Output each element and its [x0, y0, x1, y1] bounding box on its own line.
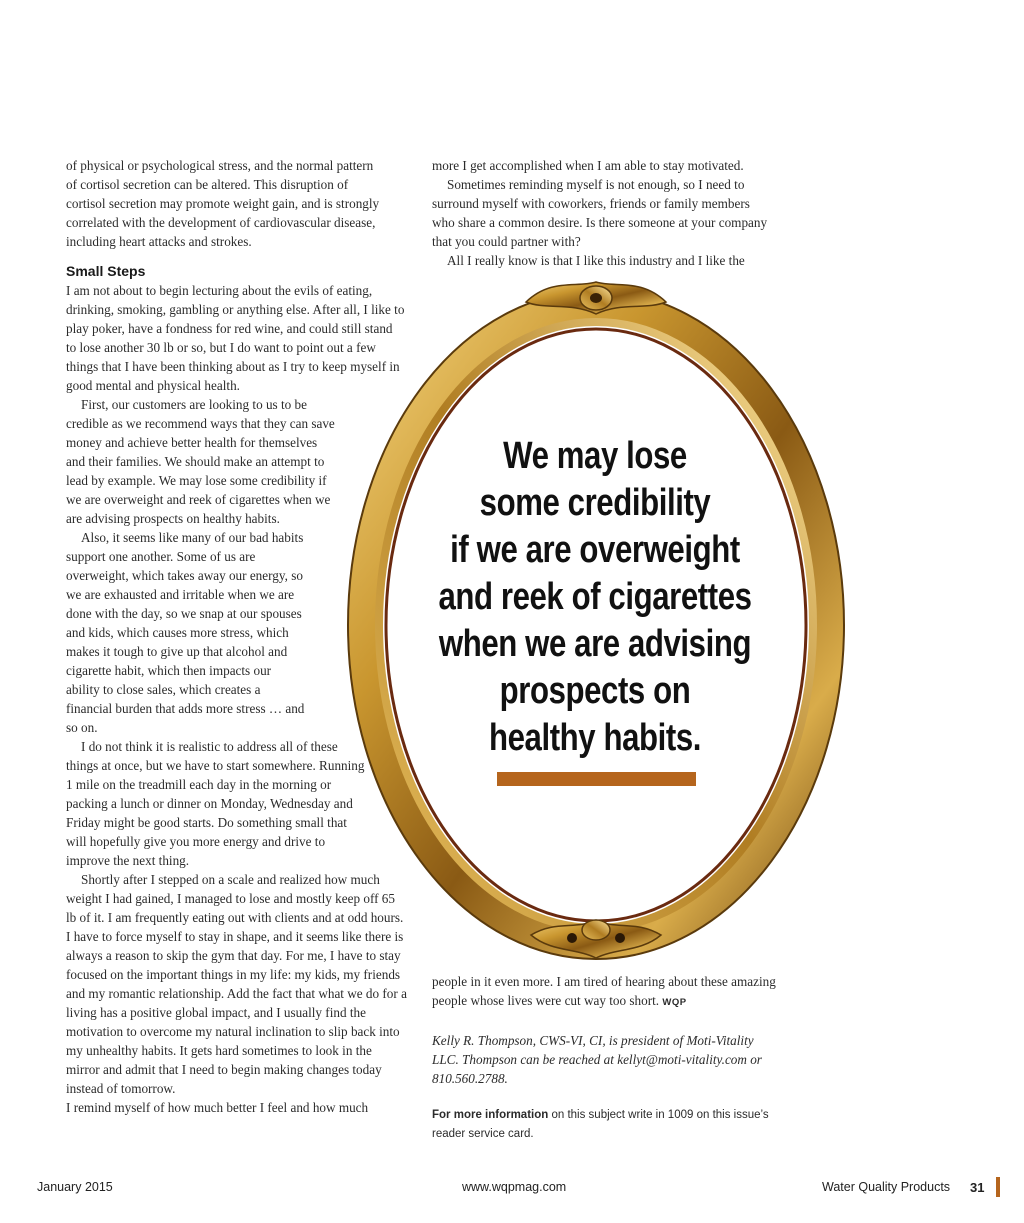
pull-quote	[435, 433, 755, 762]
footer-url[interactable]: www.wqpmag.com	[462, 1180, 567, 1194]
paragraph: I am not about to begin lecturing about the evils of eating, drinking, smoking, gambling or anything else. After all, I like to play poker, have a fondness for red wine, and could still stand to lose another 30 lb or so, but I do want to point out a few things that I have been thinking about as I try to keep myself in good mental and physical health.	[66, 283, 405, 393]
paragraph	[432, 972, 777, 1012]
pull-quote-line: when we are advising	[438, 623, 752, 665]
paragraph: Sometimes reminding myself is not enough, so I need to surround myself with coworkers, friends or family members who share a common desire. Is there someone at your company that you could partner with?	[432, 177, 768, 249]
right-column-bottom	[432, 972, 777, 1144]
right-column-top	[432, 156, 772, 270]
pull-quote-line: if we are overweight	[450, 529, 740, 571]
pull-quote-line: We may lose	[503, 435, 687, 477]
section-heading: Small Steps	[66, 263, 146, 279]
pull-quote-accent-bar	[497, 772, 696, 786]
pull-quote-line: prospects on	[499, 670, 691, 712]
more-information-text: on this subject write in 1009 on this issue’s reader service card.	[432, 1109, 769, 1140]
footer-magazine-name: Water Quality Products	[822, 1180, 951, 1194]
pull-quote-line: healthy habits.	[488, 717, 702, 759]
paragraph: I do not think it is realistic to address all of these things at once, but we have to start somewhere. Running 1 mile on the treadmill each day in the morning or packing a lunch or dinner on Monday, Wednesday and Friday might be good starts. Do something small that will hopefully give you more energy and drive to improve the next thing.	[66, 739, 365, 868]
footer-date: January 2015	[37, 1180, 113, 1194]
paragraph: of physical or psychological stress, and the normal pattern of cortisol secretion can be altered. This disruption of cortisol secretion may promote weight gain, and is strongly correlated with the development of cardiovascular disease, including heart attacks and strokes.	[66, 158, 380, 249]
paragraph: Also, it seems like many of our bad habits support one another. Some of us are overweight, which takes away our energy, so we are exhausted and irritable when we are done with the day, so we snap at our spouses and kids, which causes more stress, which makes it tough to give up that alcohol and cigarette habit, which then impacts our ability to close sales, which creates a financial burden that adds more stress … and so on.	[66, 530, 305, 735]
end-mark: WQP	[662, 997, 687, 1008]
paragraph: I remind myself of how much better I feel and how much	[66, 1100, 369, 1115]
footer-accent-rule	[996, 1177, 1000, 1197]
pull-quote-line: some credibility	[479, 482, 711, 524]
paragraph-text: people in it even more. I am tired of hearing about these amazing people whose lives were cut way too short.	[432, 974, 776, 1008]
more-information-label: For more information	[432, 1109, 549, 1121]
page-number: 31	[970, 1180, 985, 1195]
paragraph: more I get accomplished when I am able to stay motivated.	[432, 158, 744, 173]
paragraph: First, our customers are looking to us to be credible as we recommend ways that they can save money and achieve better health for themselves and their families. We should make an attempt to lead by example. We may lose some credibility if we are overweight and reek of cigarettes when we are advising prospects on healthy habits.	[66, 397, 335, 526]
more-information	[432, 1106, 777, 1144]
paragraph: All I really know is that I like this industry and I like the	[447, 253, 745, 268]
author-bio: Kelly R. Thompson, CWS-VI, CI, is president of Moti-Vitality LLC. Thompson can be reached at kellyt@moti-vitality.com or 810.560.2788.	[432, 1033, 762, 1086]
paragraph: Shortly after I stepped on a scale and realized how much weight I had gained, I managed to lose and mostly keep off 65 lb of it. I am frequently eating out with clients and at odd hours. I have to force myself to stay in shape, and it seems like there is always a reason to skip the gym that day. For me, I have to stay focused on the important things in my life: my kids, my friends and my romantic relationship. Add the fact that what we do for a living has a positive global impact, and I usually find the motivation to overcome my natural inclination to slip back into my unhealthy habits. It gets hard sometimes to look in the mirror and admit that I need to begin making changes today instead of tomorrow.	[66, 872, 407, 1096]
pull-quote-line: and reek of cigarettes	[438, 576, 752, 618]
